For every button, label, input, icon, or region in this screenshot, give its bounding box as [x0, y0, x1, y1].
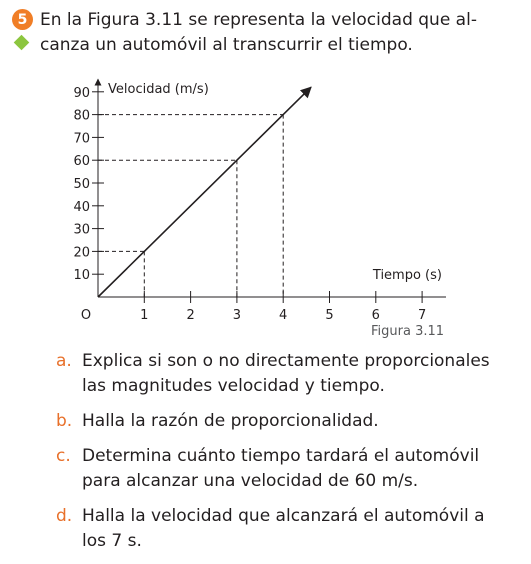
x-tick-label: 2	[186, 308, 195, 323]
series-line	[98, 87, 311, 297]
question-item	[52, 444, 522, 494]
problem-number: 5	[17, 11, 28, 28]
question-item	[52, 349, 522, 399]
y-tick-label: 10	[73, 268, 90, 284]
y-tick-label: 40	[73, 199, 90, 215]
question-letter: a.	[56, 351, 72, 371]
problem-number-badge	[12, 9, 33, 30]
y-tick-label: 50	[73, 177, 90, 192]
figure-caption: Figura 3.11	[371, 324, 445, 339]
y-tick-label: 30	[73, 222, 90, 238]
question-text: Halla la velocidad que alcanzará el automóvil a	[82, 506, 485, 526]
y-tick-label: 70	[73, 131, 90, 147]
question-text: Determina cuánto tiempo tardará el automóvil	[82, 446, 480, 466]
problem-statement	[40, 8, 520, 58]
x-tick-label: 6	[371, 308, 380, 323]
question-text: Explica si son o no directamente proporcionales	[82, 351, 490, 371]
question-letter: c.	[56, 446, 71, 466]
y-tick-label: 20	[73, 245, 90, 261]
y-tick-label: 60	[73, 154, 90, 170]
question-letter: b.	[56, 411, 73, 431]
question-text: los 7 s.	[82, 531, 142, 551]
x-tick-label: 4	[279, 308, 288, 323]
x-tick-label: 1	[140, 308, 149, 323]
y-tick-label: 80	[73, 108, 90, 124]
question-letter: d.	[56, 506, 73, 526]
x-tick-label: 3	[232, 308, 242, 323]
statement-line: En la Figura 3.11 se representa la velocidad que al-	[40, 10, 477, 30]
y-tick-label: 90	[73, 85, 90, 101]
question-text: para alcanzar una velocidad de 60 m/s.	[82, 471, 419, 491]
velocity-time-chart	[60, 70, 450, 325]
question-text: las magnitudes velocidad y tiempo.	[82, 376, 385, 396]
question-list	[52, 349, 522, 564]
question-item	[52, 409, 522, 434]
statement-line: canza un automóvil al transcurrir el tiempo.	[40, 35, 413, 55]
question-text: Halla la razón de proporcionalidad.	[82, 411, 379, 431]
x-tick-label: 5	[325, 308, 334, 323]
question-item	[52, 504, 522, 554]
x-axis-label: Tiempo (s)	[372, 268, 442, 284]
x-tick-label: 7	[417, 308, 427, 323]
green-diamond-icon	[14, 35, 30, 51]
y-axis-label: Velocidad (m/s)	[108, 82, 209, 98]
origin-label: O	[80, 308, 92, 323]
